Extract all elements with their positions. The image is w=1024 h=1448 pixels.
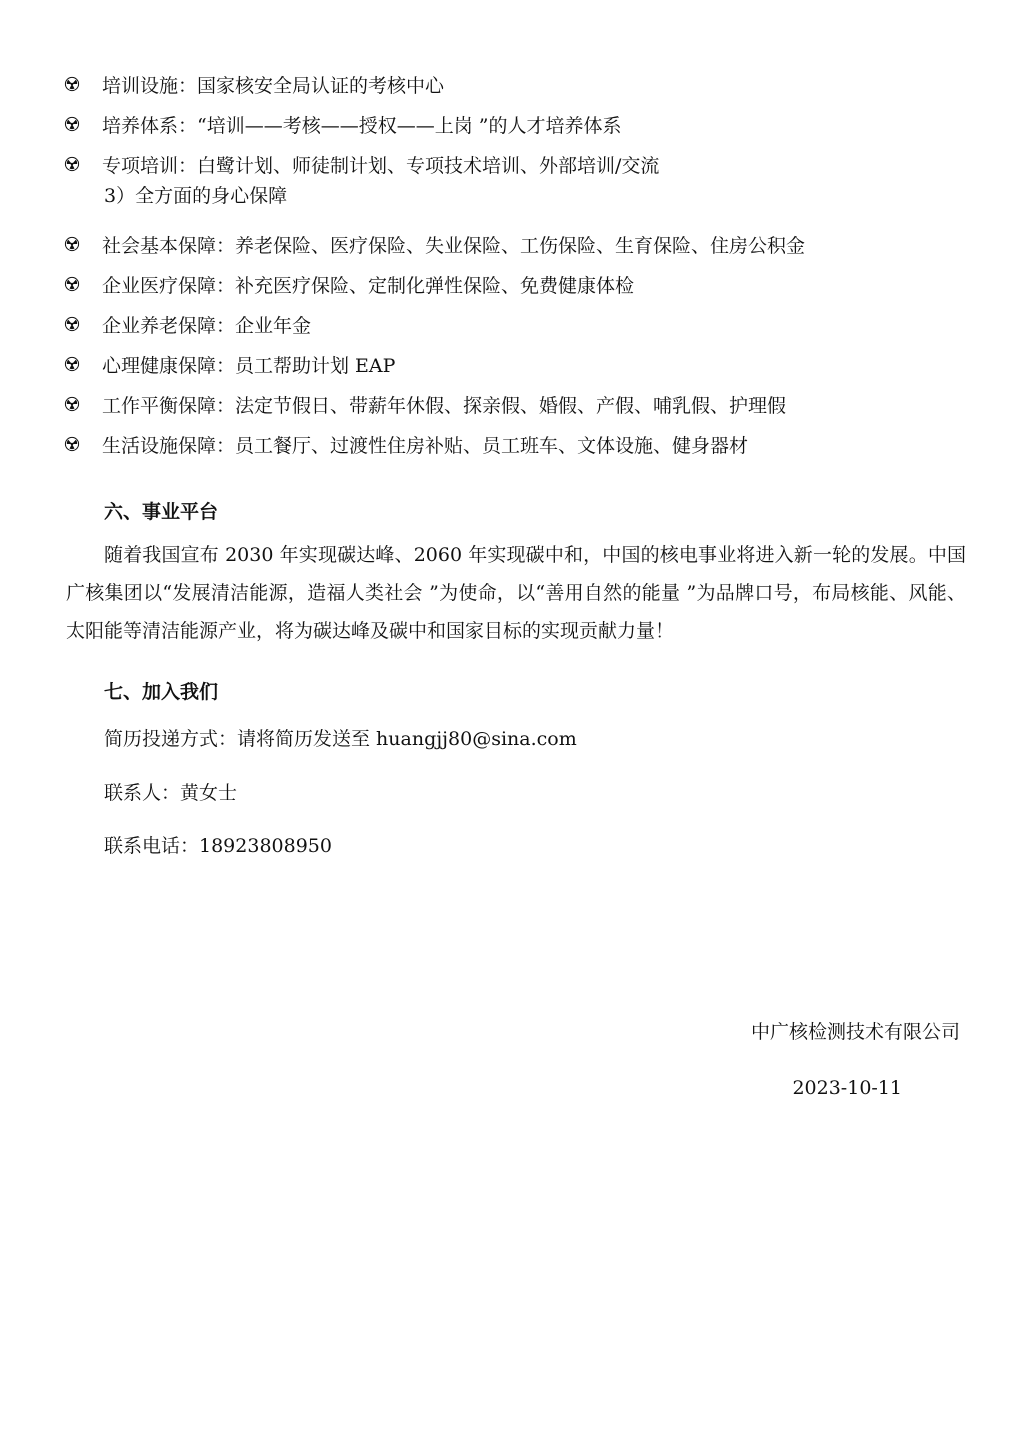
radiation-trefoil-icon — [64, 236, 80, 252]
welfare-item-text: 社会基本保障：养老保险、医疗保险、失业保险、工伤保险、生育保险、住房公积金 — [102, 234, 806, 257]
radiation-trefoil-icon — [64, 396, 80, 412]
welfare-item-text: 工作平衡保障：法定节假日、带薪年休假、探亲假、婚假、产假、哺乳假、护理假 — [102, 394, 787, 417]
radiation-trefoil-icon — [64, 316, 80, 332]
signature-date: 2023-10-11 — [792, 1077, 902, 1099]
section-title: 六、事业平台 — [104, 501, 219, 523]
contact-phone-line: 联系电话：18923808950 — [104, 835, 332, 857]
company-signature: 中广核检测技术有限公司 — [750, 1021, 960, 1043]
resume-submission-line: 简历投递方式：请将简历发送至 huangjj80@sina.com — [104, 728, 577, 750]
welfare-item-text: 企业医疗保障：补充医疗保险、定制化弹性保险、免费健康体检 — [102, 274, 635, 297]
list-item — [64, 430, 748, 458]
radiation-trefoil-icon — [64, 76, 80, 92]
list-item — [64, 150, 659, 178]
contact-person-line: 联系人：黄女士 — [104, 782, 238, 804]
welfare-item-text: 生活设施保障：员工餐厅、过渡性住房补贴、员工班车、文体设施、健身器材 — [102, 434, 749, 457]
list-item — [64, 270, 634, 298]
radiation-trefoil-icon — [64, 356, 80, 372]
list-item — [64, 70, 444, 98]
welfare-item-text: 心理健康保障：员工帮助计划 EAP — [102, 354, 396, 377]
training-item-text: 专项培训：白鹭计划、师徒制计划、专项技术培训、外部培训/交流 — [102, 154, 660, 177]
radiation-trefoil-icon — [64, 116, 80, 132]
section-title: 七、加入我们 — [104, 681, 219, 703]
list-item — [64, 390, 786, 418]
training-item-text: 培养体系：“培训——考核——授权——上岗 ”的人才培养体系 — [102, 114, 622, 137]
section-paragraph: 随着我国宣布 2030 年实现碳达峰、2060 年实现碳中和，中国的核电事业将进入新一轮的发展。中国广核集团以“发展清洁能源，造福人类社会 ”为使命，以“善用自然的能量 ”为品牌口号，布局核能、风能、太阳能等清洁能源产业，将为碳达峰及碳中和国家目标的实现贡献力量！ — [66, 544, 966, 642]
subheading: 3）全方面的身心保障 — [104, 185, 288, 207]
list-item — [64, 350, 395, 378]
radiation-trefoil-icon — [64, 276, 80, 292]
training-item-text: 培训设施：国家核安全局认证的考核中心 — [102, 74, 445, 97]
radiation-trefoil-icon — [64, 156, 80, 172]
list-item — [64, 310, 311, 338]
welfare-item-text: 企业养老保障：企业年金 — [102, 314, 312, 337]
radiation-trefoil-icon — [64, 436, 80, 452]
list-item — [64, 110, 621, 138]
list-item — [64, 230, 805, 258]
